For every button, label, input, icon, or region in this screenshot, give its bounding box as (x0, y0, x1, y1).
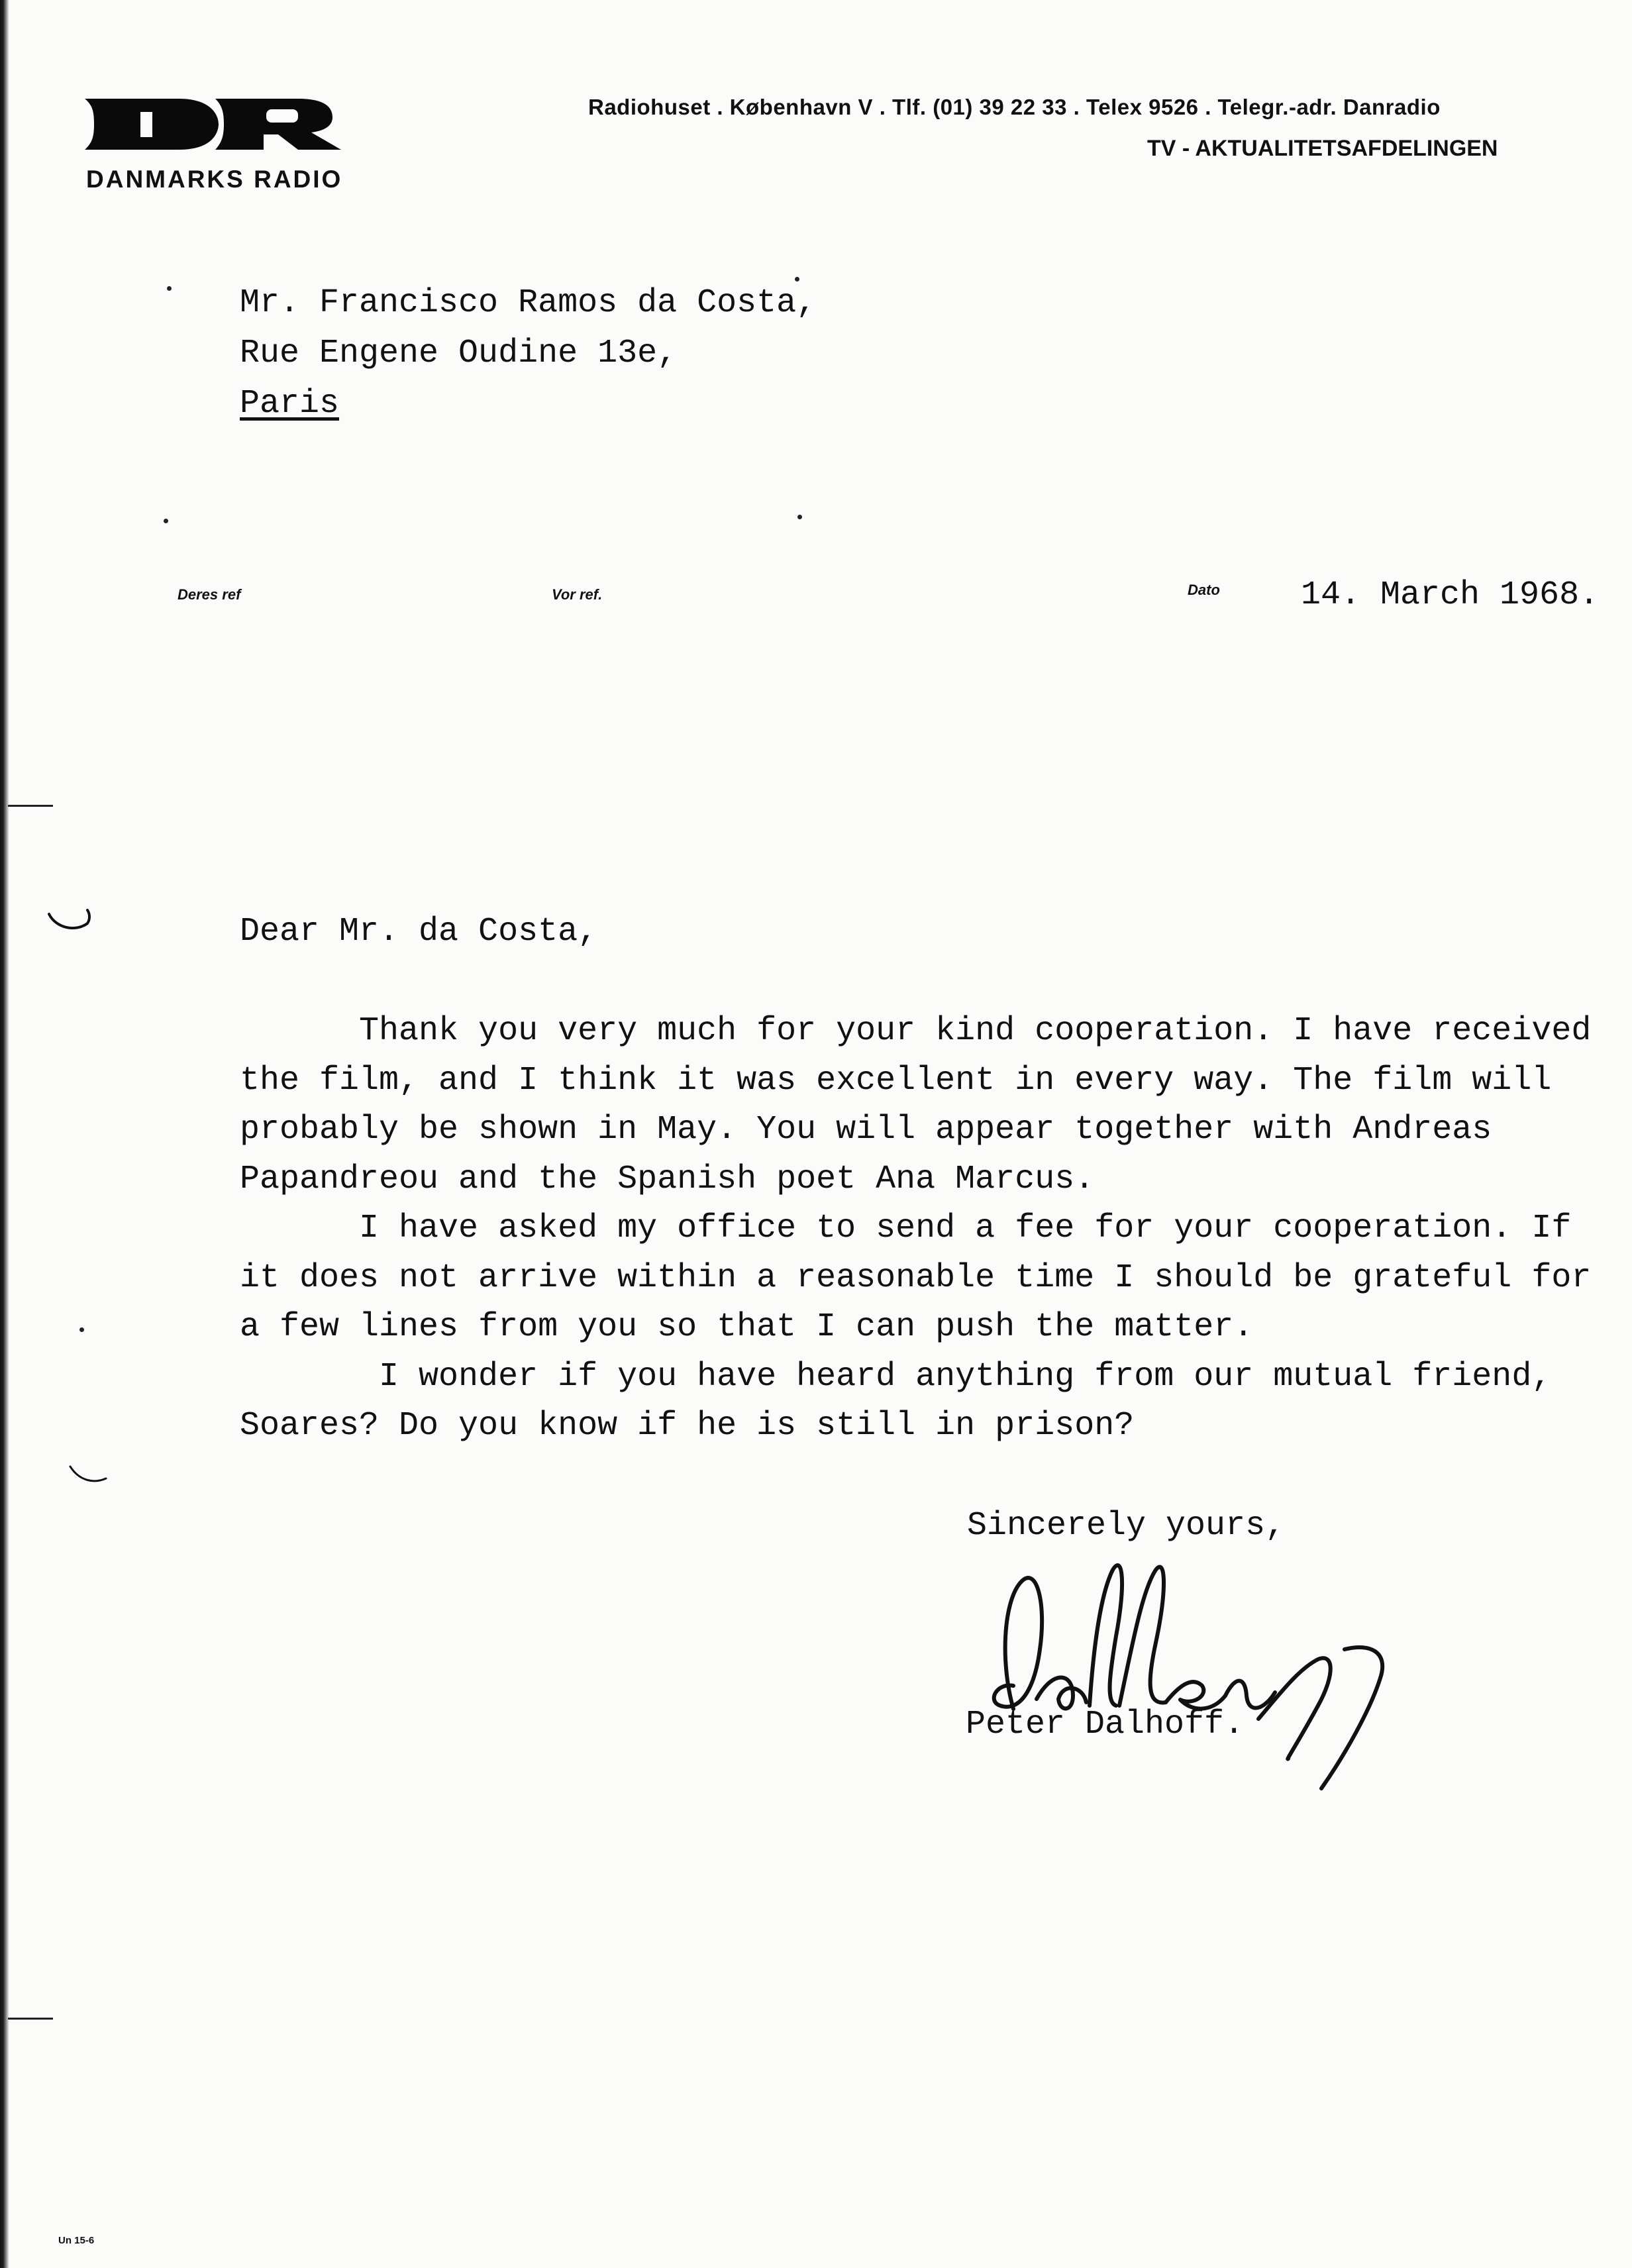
dato-label: Dato (1188, 582, 1220, 598)
margin-scribble (68, 1463, 114, 1489)
department-name: TV - AKTUALITETSAFDELINGEN (1147, 136, 1498, 161)
page-left-edge-shadow (0, 0, 9, 2268)
body-line: Papandreou and the Spanish poet Ana Marcus. (240, 1160, 1095, 1198)
body-line: it does not arrive within a reasonable time I should be grateful for (240, 1259, 1592, 1297)
deres-ref-label: Deres ref (178, 586, 241, 603)
body-line: probably be shown in May. You will appear together with Andreas (240, 1111, 1492, 1149)
organization-name: DANMARKS RADIO (86, 166, 343, 193)
ink-speck (164, 519, 168, 523)
margin-mark (8, 805, 53, 807)
body-line: Thank you very much for your kind cooperation. I have received (240, 1012, 1592, 1050)
margin-mark (8, 2018, 53, 2020)
ink-speck (167, 286, 172, 291)
recipient-city: Paris (240, 385, 340, 423)
margin-scribble (46, 909, 93, 935)
form-code: Un 15-6 (58, 2235, 95, 2246)
handwritten-signature (974, 1543, 1464, 1795)
recipient-address (240, 278, 816, 429)
vor-ref-label: Vor ref. (552, 586, 603, 603)
recipient-street-line: Rue Engene Oudine 13e, (240, 335, 678, 372)
body-line: a few lines from you so that I can push the matter. (240, 1308, 1254, 1346)
letterhead-contact-line: Radiohuset . København V . Tlf. (01) 39 22 33 . Telex 9526 . Telegr.-adr. Danradio (588, 95, 1441, 119)
letter-date: 14. March 1968. (1301, 576, 1600, 614)
body-line: I wonder if you have heard anything from our mutual friend, (240, 1357, 1552, 1396)
signer-name: Peter Dalhoff. (966, 1706, 1245, 1743)
ink-speck (79, 1327, 84, 1332)
salutation: Dear Mr. da Costa, (240, 913, 598, 951)
body-line: I have asked my office to send a fee for your cooperation. If (240, 1210, 1572, 1247)
recipient-name-line: Mr. Francisco Ramos da Costa, (240, 284, 817, 322)
body-line: Soares? Do you know if he is still in prison? (240, 1407, 1135, 1445)
danmarks-radio-logo (79, 96, 344, 152)
closing: Sincerely yours, (967, 1507, 1286, 1545)
ink-speck (795, 277, 799, 282)
ink-speck (797, 515, 802, 519)
body-line: the film, and I think it was excellent in every way. The film will (240, 1061, 1552, 1100)
letter-body (240, 1007, 1591, 1451)
